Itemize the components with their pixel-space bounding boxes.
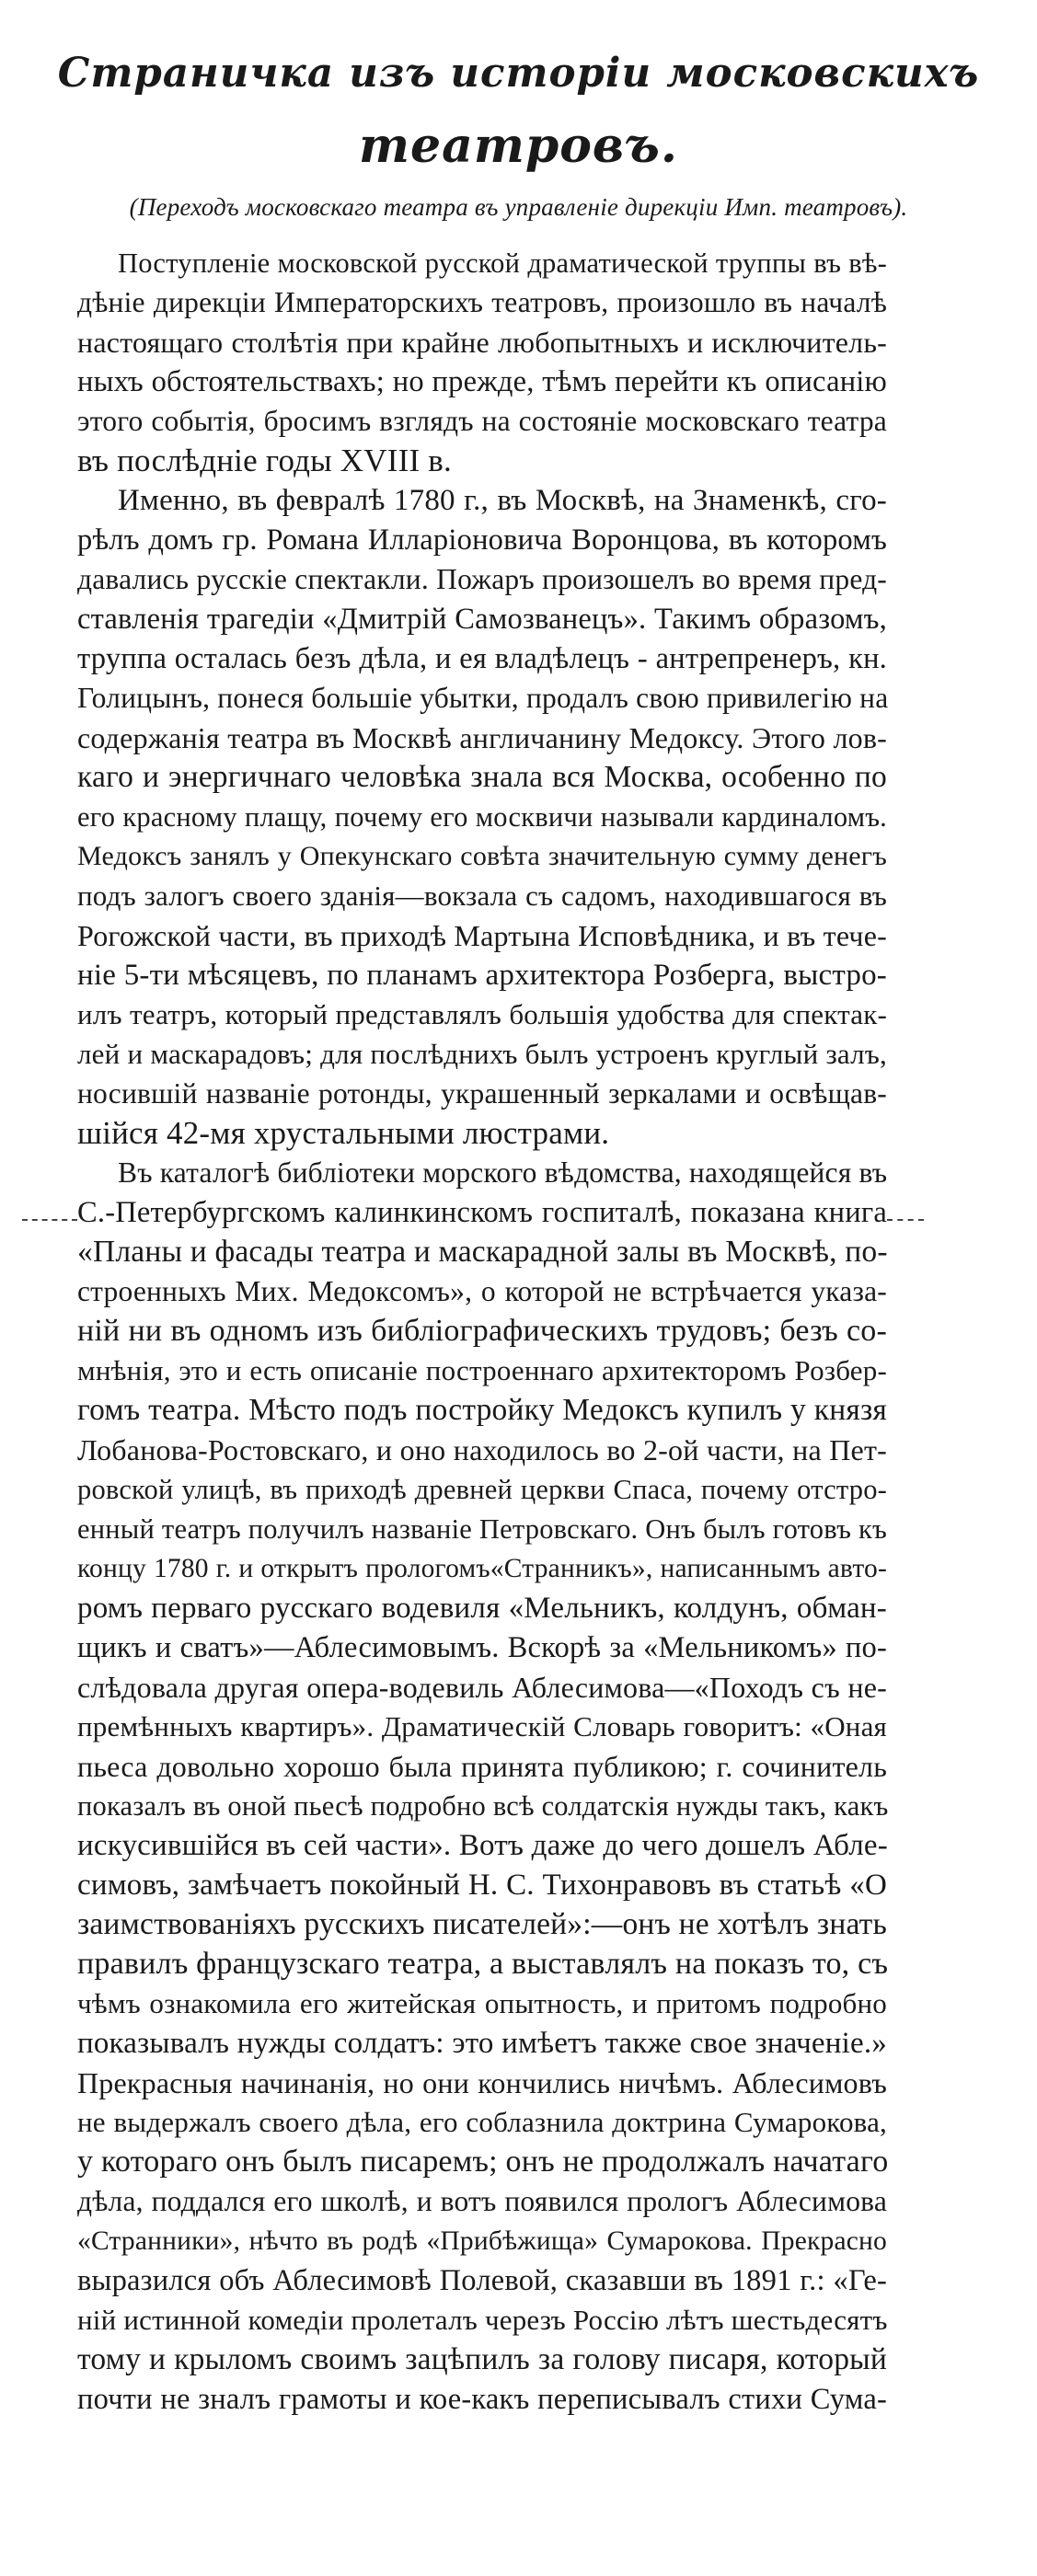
text-line: ніе 5-ти мѣсяцевъ, по планамъ архитектора Розберга, выстро-	[77, 959, 887, 992]
text-line: симовъ, замѣчаетъ покойный Н. С. Тихонравовъ въ статьѣ «О	[77, 1869, 887, 1902]
text-line: чѣмъ ознакомила его житейская опытность, и притомъ подробно	[77, 1987, 887, 2019]
text-line: Лобанова-Ростовскаго, и оно находилось во 2-ой части, на Пет-	[77, 1433, 887, 1466]
text-line: енный театръ получилъ названіе Петровскаго. Онъ былъ готовъ къ	[77, 1513, 887, 1545]
text-line: тому и крыломъ своимъ зацѣпилъ за голову писаря, который	[77, 2342, 887, 2376]
text-line: заимствованіяхъ русскихъ писателей»:—онъ не хотѣлъ знать	[77, 1907, 887, 1941]
text-line: выразился объ Аблесимовѣ Полевой, сказавши въ 1891 г.: «Ге-	[77, 2264, 887, 2297]
text-line: правилъ французскаго театра, а выставлялъ на показъ то, съ	[77, 1947, 889, 1981]
text-line: подъ залогъ своего зданія—вокзала съ садомъ, находившагося въ	[77, 880, 887, 912]
text-line: содержанія театра въ Москвѣ англичанину Медоксу. Этого лов-	[77, 721, 887, 754]
text-line: щикъ и сватъ»—Аблесимовымъ. Вскорѣ за «Мельникомъ» по-	[77, 1631, 887, 1664]
text-line: ровской улицѣ, въ приходѣ древней церкви Спаса, почему отстро-	[77, 1474, 887, 1505]
text-line: труппа осталась безъ дѣла, и ея владѣлецъ - антрепренеръ, кн.	[77, 642, 887, 675]
text-line: его красному плащу, почему его москвичи называли кардиналомъ.	[77, 801, 887, 833]
text-line: шійся 42-мя хрустальными люстрами.	[77, 1115, 610, 1151]
text-line: Именно, въ февралѣ 1780 г., въ Москвѣ, на Знаменкѣ, сго-	[118, 484, 887, 517]
article-title-line-2: театровъ.	[359, 118, 678, 174]
article-subtitle: (Переходъ московскаго театра въ управленіе дирекціи Имп. театровъ).	[129, 193, 908, 221]
text-line: «Странники», нѣчто въ родѣ «Прибѣжища» Сумарокова. Прекрасно	[77, 2226, 887, 2256]
text-line: искусившійся въ сей части». Вотъ даже до чего дошелъ Абле-	[77, 1829, 888, 1862]
text-line: показывалъ нужды солдатъ: это имѣетъ также свое значеніе.»	[77, 2027, 887, 2060]
text-line: Въ каталогѣ библіотеки морского вѣдомства, находящейся въ	[118, 1156, 888, 1189]
text-line: пьеса довольно хорошо была принята публикою; г. сочинитель	[77, 1750, 887, 1783]
text-line: ставленія трагедіи «Дмитрій Самозванецъ». Такимъ образомъ,	[77, 603, 887, 636]
text-line: концу 1780 г. и открытъ прологомъ«Странникъ», написаннымъ авто-	[77, 1554, 887, 1583]
scan-dash-mark	[887, 1219, 924, 1221]
text-line: Рогожской части, въ приходѣ Мартына Исповѣдника, и въ тече-	[77, 919, 887, 952]
text-line: настоящаго столѣтія при крайне любопытныхъ и исключитель-	[77, 326, 887, 359]
text-line: ній истинной комедіи пролеталъ черезъ Россію лѣтъ шестьдесятъ	[77, 2304, 888, 2336]
text-line: Поступленіе московской русской драматической труппы въ вѣ-	[118, 247, 887, 279]
text-line: Голицынъ, понеся большіе убытки, продалъ свою привилегію на	[77, 682, 889, 714]
text-line: показалъ въ оной пьесѣ подробно всѣ солдатскія нужды такъ, какъ	[77, 1790, 889, 1822]
text-line: слѣдовала другая опера-водевиль Аблесимова—«Походъ съ не-	[77, 1671, 887, 1704]
text-line: Прекрасныя начинанія, но они кончились ничѣмъ. Аблесимовъ	[77, 2066, 887, 2099]
text-line: мнѣнія, это и есть описаніе построеннаго архитекторомъ Розбер-	[77, 1354, 887, 1386]
text-line: премѣнныхъ квартиръ». Драматическій Словарь говоритъ: «Оная	[77, 1710, 887, 1742]
text-line: въ послѣдніе годы XVIII в.	[77, 443, 452, 478]
text-line: носившій названіе ротонды, украшенный зеркалами и освѣщав-	[77, 1077, 887, 1110]
text-line: гомъ театра. Мѣсто подъ постройку Медоксъ купилъ у князя	[77, 1393, 887, 1427]
text-line: не выдержалъ своего дѣла, его соблазнила доктрина Сумарокова,	[77, 2106, 887, 2138]
text-line: С.-Петербургскомъ калинкинскомъ госпиталѣ, показана книга	[77, 1196, 887, 1229]
text-line: давались русскіе спектакли. Пожаръ произошелъ во время пред-	[77, 563, 887, 595]
text-line: строенныхъ Мих. Медоксомъ», о которой не встрѣчается указа-	[77, 1275, 887, 1307]
scan-dash-mark	[22, 1219, 77, 1221]
text-line: дѣніе дирекціи Императорскихъ театровъ, произошло въ началѣ	[77, 286, 887, 318]
text-line: ныхъ обстоятельствахъ; но прежде, тѣмъ перейти къ описанію	[77, 365, 887, 398]
text-line: дѣла, поддался его школѣ, и вотъ появился прологъ Аблесимова	[77, 2185, 887, 2217]
article-title-line-1: Страничка изъ исторіи московскихъ	[57, 50, 980, 97]
text-line: илъ театръ, который представлялъ большія удобства для спектак-	[77, 998, 887, 1030]
text-line: рѣлъ домъ гр. Романа Илларіоновича Воронцова, въ которомъ	[77, 523, 887, 557]
text-line: у котораго онъ былъ писаремъ; онъ не продолжалъ начатаго	[77, 2145, 889, 2179]
text-line: ній ни въ одномъ изъ библіографическихъ трудовъ; безъ со-	[77, 1314, 887, 1348]
text-line: Медоксъ занялъ у Опекунскаго совѣта значительную сумму денегъ	[77, 841, 887, 871]
text-line: лей и маскарадовъ; для послѣднихъ былъ устроенъ круглый залъ,	[77, 1038, 887, 1070]
text-line: каго и энергичнаго человѣка знала вся Москва, особенно по	[77, 760, 887, 794]
text-line: ромъ перваго русскаго водевиля «Мельникъ, колдунъ, обман-	[77, 1592, 887, 1625]
text-line: этого событія, бросимъ взглядъ на состояніе московскаго театра	[77, 405, 887, 437]
text-line: почти не зналъ грамоты и кое-какъ переписывалъ стихи Сума-	[77, 2383, 887, 2416]
text-line: «Планы и фасады театра и маскарадной залы въ Москвѣ, по-	[77, 1235, 888, 1269]
